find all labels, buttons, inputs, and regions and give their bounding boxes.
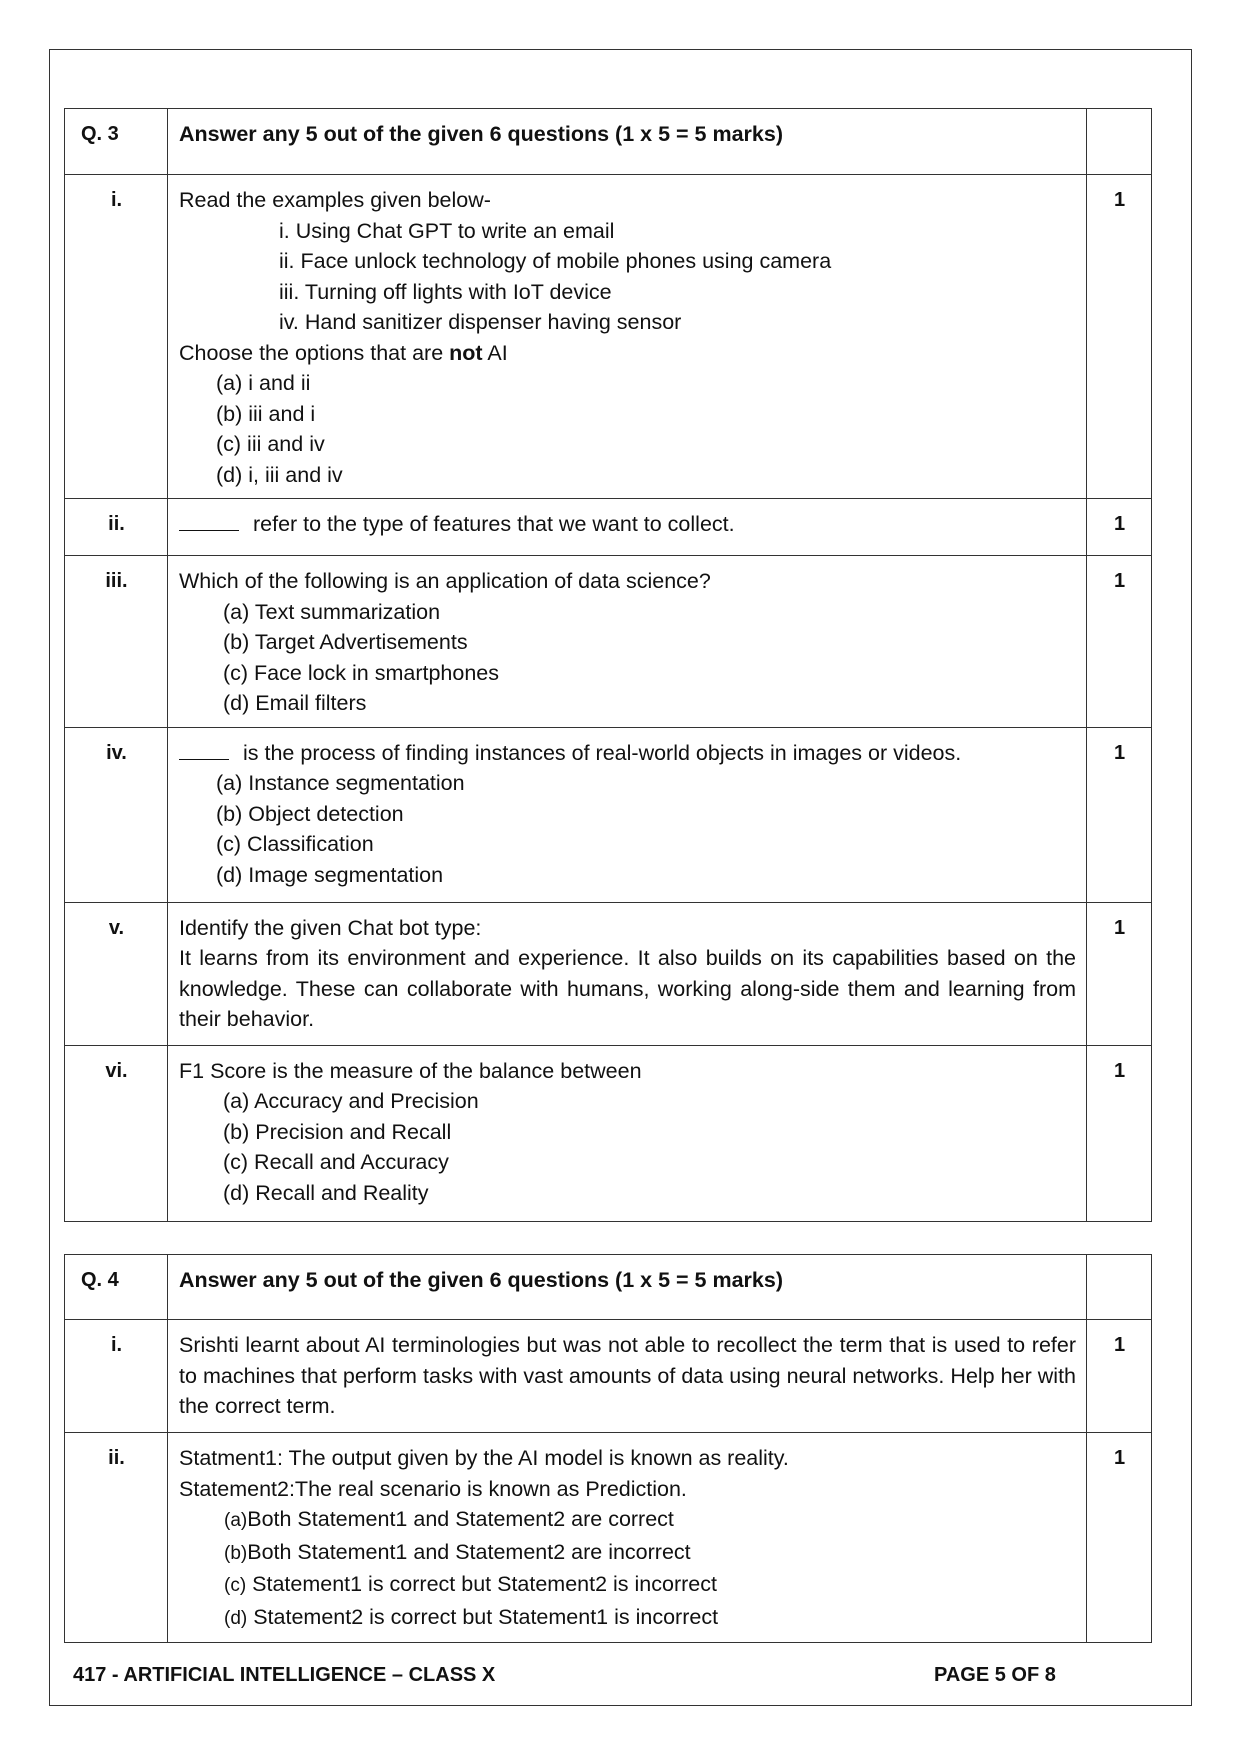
q3-item-5-body [168,902,1087,1045]
q3-item-1-example: iv. Hand sanitizer dispenser having sensor [279,310,682,334]
q4-item-1-mark: 1 [1087,1320,1152,1433]
q3-item-5-mark: 1 [1087,902,1152,1045]
q3-item-6-option: (b) Precision and Recall [223,1119,452,1144]
q3-item-1-intro: Read the examples given below- [179,188,491,212]
q3-item-3-option: (d) Email filters [223,691,367,715]
q3-item-6-option: (a) Accuracy and Precision [223,1089,479,1113]
q3-item-3-mark: 1 [1087,556,1152,728]
q4-item-2 [65,1433,1152,1643]
q3-item-6-body [168,1045,1087,1221]
q4-item-2-line1: Statment1: The output given by the AI model is known as reality. [179,1446,789,1470]
q4-heading: Answer any 5 out of the given 6 questions (1 x 5 = 5 marks) [168,1255,1087,1320]
q3-item-3-text: Which of the following is an application of data science? [179,569,711,593]
q4-item-2-body [168,1433,1087,1643]
q3-item-6-mark: 1 [1087,1045,1152,1221]
footer-subject: 417 - ARTIFICIAL INTELLIGENCE – CLASS X [73,1664,496,1686]
q4-number: Q. 4 [65,1255,168,1320]
q3-header-row [65,109,1152,175]
q3-item-4-body [168,727,1087,902]
q3-item-1-body [168,175,1087,499]
q3-number: Q. 3 [65,109,168,175]
q4-item-1-body [168,1320,1087,1433]
q4-item-1 [65,1320,1152,1433]
q3-item-1-option: (c) iii and iv [216,432,325,456]
q4-item-2-num: ii. [65,1433,168,1643]
q3-item-4-option: (d) Image segmentation [216,862,444,887]
q3-item-2-text: refer to the type of features that we want to collect. [247,512,735,536]
q4-item-2-mark: 1 [1087,1433,1152,1643]
q3-item-1-option: (d) i, iii and iv [216,462,343,487]
q3-item-1-prompt: Choose the options that are not AI [179,340,508,365]
q3-item-2 [65,499,1152,556]
q3-item-4-text: is the process of finding instances of real-world objects in images or videos. [243,740,962,765]
q3-item-6-num: vi. [65,1045,168,1221]
q3-item-1-option: (b) iii and i [216,401,316,426]
q3-item-4 [65,727,1152,902]
q3-item-1-example: iii. Turning off lights with IoT device [279,279,612,304]
q3-item-3 [65,556,1152,728]
q3-item-3-num: iii. [65,556,168,728]
q3-item-6-option: (c) Recall and Accuracy [223,1150,449,1174]
q3-item-3-option: (b) Target Advertisements [223,630,468,654]
q3-item-3-option: (a) Text summarization [223,599,441,624]
q3-item-4-mark: 1 [1087,727,1152,902]
footer-page-number: PAGE 5 OF 8 [934,1664,1056,1686]
q3-item-2-mark: 1 [1087,499,1152,556]
q4-item-2-option: (b)Both Statement1 and Statement2 are incorrect [224,1539,691,1564]
q3-item-1-example: ii. Face unlock technology of mobile phones using camera [279,249,832,273]
q3-item-3-body [168,556,1087,728]
q3-item-5-line2: It learns from its environment and experience. It also builds on its capabilities based on the knowledge. These can collaborate with humans, working along-side them and learning from their behavior. [179,946,1076,1031]
q3-item-1-num: i. [65,175,168,499]
q3-item-1-option: (a) i and ii [216,371,311,395]
q4-item-2-line2: Statement2:The real scenario is known as Prediction. [179,1476,687,1501]
q3-item-4-option: (c) Classification [216,832,374,856]
q3-header-mark-cell [1087,109,1152,175]
q3-item-6-text: F1 Score is the measure of the balance between [179,1058,642,1083]
q3-item-5 [65,902,1152,1045]
q3-item-6 [65,1045,1152,1221]
q3-item-6-option: (d) Recall and Reality [223,1180,429,1205]
q3-item-1-example: i. Using Chat GPT to write an email [279,218,615,243]
fill-blank [179,739,229,760]
q4-item-2-option: (a)Both Statement1 and Statement2 are correct [224,1507,674,1531]
q4-header-row [65,1255,1152,1320]
fill-blank [179,510,239,531]
q4-item-1-text: Srishti learnt about AI terminologies but was not able to recollect the term that is used to refer to machines that perform tasks with vast amounts of data using neural networks. Help her with the correct term. [179,1333,1076,1418]
q3-item-2-body [168,499,1087,556]
q3-table [64,108,1152,1222]
q3-item-3-option: (c) Face lock in smartphones [223,660,500,685]
q3-heading: Answer any 5 out of the given 6 questions (1 x 5 = 5 marks) [168,109,1087,175]
q4-table [64,1254,1152,1643]
q3-item-5-line1: Identify the given Chat bot type: [179,915,482,940]
q3-item-4-num: iv. [65,727,168,902]
q4-item-1-num: i. [65,1320,168,1433]
q3-item-1-mark: 1 [1087,175,1152,499]
q3-item-4-option: (a) Instance segmentation [216,771,465,795]
q4-item-2-option: (c) Statement1 is correct but Statement2 is incorrect [224,1572,717,1596]
q3-item-4-option: (b) Object detection [216,801,404,826]
q3-item-2-num: ii. [65,499,168,556]
q3-item-1 [65,175,1152,499]
q4-header-mark-cell [1087,1255,1152,1320]
q4-item-2-option: (d) Statement2 is correct but Statement1 is incorrect [224,1604,719,1629]
q3-item-5-num: v. [65,902,168,1045]
